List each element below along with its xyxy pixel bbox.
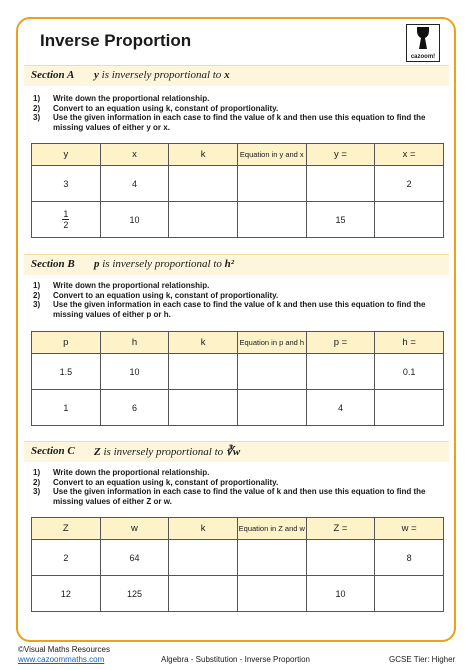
header-cell: x = [375, 144, 444, 166]
table-cell[interactable] [237, 390, 306, 426]
table-cell[interactable] [169, 576, 238, 612]
table-row [32, 202, 444, 238]
section-a-header [24, 65, 449, 86]
table-row [32, 540, 444, 576]
table-row [32, 576, 444, 612]
header-cell: k [169, 332, 238, 354]
fraction-one-half: $\frac{1}{2}$ [63, 209, 69, 230]
header-cell: p = [306, 332, 375, 354]
header-cell: y [32, 144, 101, 166]
section-b-header [24, 254, 449, 275]
section-b-label: Section B [31, 258, 75, 270]
header-cell: Equation in y and x [237, 144, 306, 166]
table-row [32, 390, 444, 426]
section-a-table [31, 143, 444, 238]
table-cell: 2 [375, 166, 444, 202]
table-cell [32, 202, 101, 238]
instruction-item: 2) Convert to an equation using k, constant of proportionality. [33, 103, 279, 113]
header-cell: h = [375, 332, 444, 354]
table-cell: 4 [306, 390, 375, 426]
page-title: Inverse Proportion [40, 31, 192, 50]
table-cell[interactable] [169, 390, 238, 426]
instruction-item: 1) Write down the proportional relationship. [33, 281, 210, 290]
table-cell: 1.5 [32, 354, 101, 390]
table-cell: 12 [32, 576, 101, 612]
header-cell: h [100, 332, 169, 354]
table-cell[interactable] [169, 540, 238, 576]
table-cell: 3 [32, 166, 101, 202]
table-cell[interactable] [237, 166, 306, 202]
section-a-label: Section A [31, 69, 75, 81]
cazoom-logo [406, 24, 440, 62]
table-header-row [32, 332, 444, 354]
section-c-instructions [33, 468, 453, 506]
header-cell: k [169, 518, 238, 540]
table-cell[interactable] [375, 390, 444, 426]
table-cell[interactable] [169, 166, 238, 202]
table-cell[interactable] [237, 576, 306, 612]
section-a-instructions [33, 94, 453, 132]
instruction-item: 1) Write down the proportional relationship. [33, 468, 210, 477]
table-cell[interactable] [237, 202, 306, 238]
table-cell[interactable] [306, 354, 375, 390]
table-cell: 10 [306, 576, 375, 612]
website-link[interactable]: www.cazoommaths.com [18, 655, 105, 664]
header-cell: Equation in p and h [237, 332, 306, 354]
instruction-item: 1) Write down the proportional relationship. [33, 94, 210, 103]
header-cell: w = [375, 518, 444, 540]
header-cell: k [169, 144, 238, 166]
table-cell: 0.1 [375, 354, 444, 390]
table-cell: 10 [100, 354, 169, 390]
copyright-text: ©Visual Maths Resources [18, 645, 111, 654]
table-header-row [32, 518, 444, 540]
header-cell: p [32, 332, 101, 354]
footer-tier: GCSE Tier: Higher [389, 655, 456, 664]
instruction-item: 2) Convert to an equation using k, constant of proportionality. [33, 290, 279, 300]
table-cell: 2 [32, 540, 101, 576]
table-cell: 4 [100, 166, 169, 202]
table-cell: 125 [100, 576, 169, 612]
header-cell: Z = [306, 518, 375, 540]
logo-text: cazoom! [410, 54, 436, 60]
header-cell: Equation in Z and w [237, 518, 306, 540]
section-c-table [31, 517, 444, 612]
section-a-description: y is inversely proportional to x [94, 69, 230, 81]
footer-topic: Algebra - Substitution - Inverse Proportion [161, 655, 310, 664]
table-cell[interactable] [306, 540, 375, 576]
section-c-description: Z is inversely proportional to ∛w [94, 446, 241, 458]
header-cell: w [100, 518, 169, 540]
section-c-label: Section C [31, 445, 75, 457]
table-cell: 10 [100, 202, 169, 238]
header-cell: x [100, 144, 169, 166]
instruction-item: 3) Use the given information in each case to find the value of k and then use this equation to find the missing values of either y or x. [33, 113, 426, 132]
table-cell[interactable] [237, 354, 306, 390]
instruction-item: 3) Use the given information in each case to find the value of k and then use this equation to find the missing values of either p or h. [33, 300, 426, 319]
table-cell[interactable] [169, 202, 238, 238]
table-row [32, 354, 444, 390]
keyhole-icon [415, 27, 431, 51]
table-cell[interactable] [375, 202, 444, 238]
footer-copyright [18, 645, 110, 665]
header-cell: y = [306, 144, 375, 166]
instruction-item: 3) Use the given information in each case to find the value of k and then use this equation to find the missing values of either Z or w. [33, 487, 426, 506]
table-cell[interactable] [375, 576, 444, 612]
section-b-instructions [33, 281, 453, 319]
table-cell[interactable] [237, 540, 306, 576]
header-cell: Z [32, 518, 101, 540]
table-cell: 8 [375, 540, 444, 576]
table-cell: 1 [32, 390, 101, 426]
table-cell[interactable] [306, 166, 375, 202]
table-cell: 64 [100, 540, 169, 576]
section-b-description: p is inversely proportional to h² [94, 258, 235, 270]
instruction-item: 2) Convert to an equation using k, constant of proportionality. [33, 477, 279, 487]
table-cell: 15 [306, 202, 375, 238]
table-header-row [32, 144, 444, 166]
table-cell[interactable] [169, 354, 238, 390]
table-row [32, 166, 444, 202]
table-cell: 6 [100, 390, 169, 426]
section-c-header [24, 441, 449, 462]
section-b-table [31, 331, 444, 426]
